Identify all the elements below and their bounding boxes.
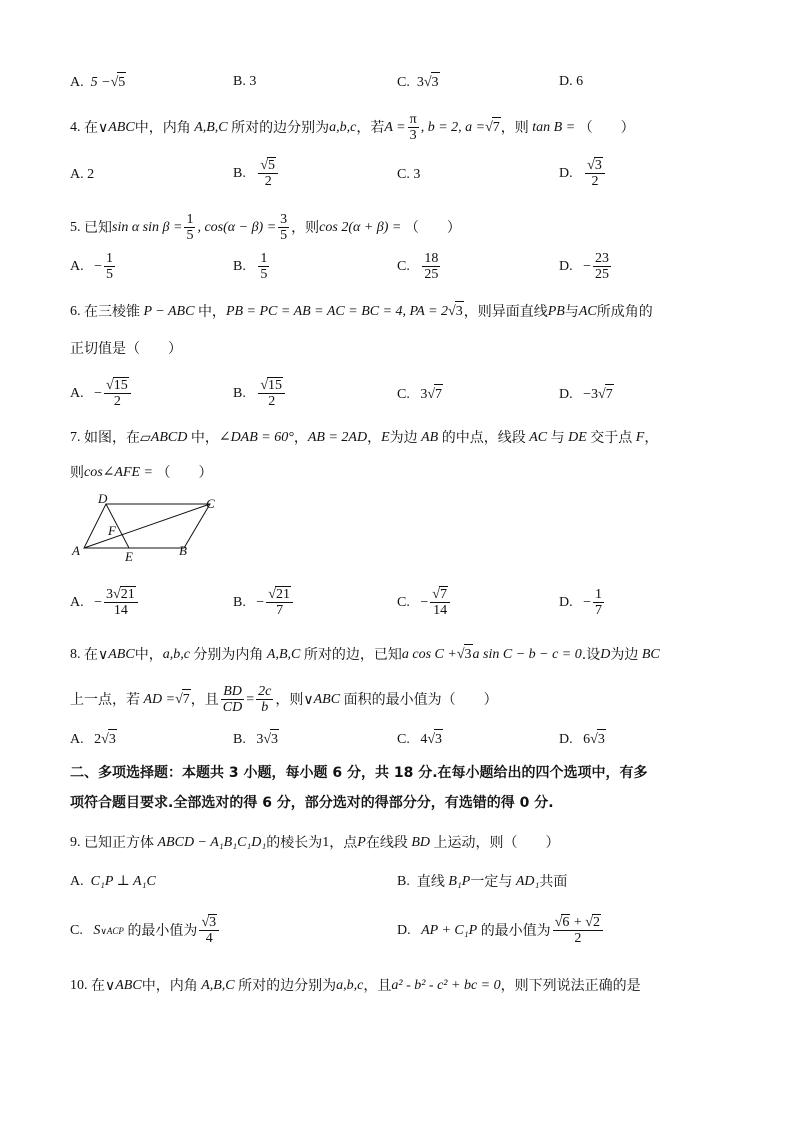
numerator: √3 bbox=[585, 158, 605, 174]
question-text: 交于点 bbox=[590, 430, 633, 446]
question-number: 9. bbox=[70, 835, 81, 850]
math: S bbox=[93, 922, 101, 938]
option-value: 3 bbox=[420, 386, 428, 402]
denominator: CD bbox=[222, 700, 243, 715]
question-number: 5. bbox=[70, 219, 81, 235]
option-label: D. bbox=[559, 258, 573, 274]
question-text: 的中点，线段 bbox=[441, 430, 526, 446]
math: = bbox=[246, 691, 255, 707]
fraction bbox=[258, 378, 285, 409]
math: AD = bbox=[143, 691, 176, 707]
question-text: 为边 bbox=[610, 646, 639, 663]
section-2-heading-line-2: 项符合题目要求.全部选对的得 6 分，部分选对的得部分分，有选错的得 0 分. bbox=[70, 795, 554, 811]
option-label: D. bbox=[559, 731, 573, 747]
fraction bbox=[553, 915, 603, 946]
option-value: 3 bbox=[416, 74, 424, 90]
question-text: 面积的最小值为（ ） bbox=[343, 691, 498, 708]
math: A,B,C bbox=[201, 978, 235, 993]
numerator: 3 bbox=[280, 212, 288, 227]
question-4 bbox=[70, 112, 635, 143]
q8-option-d: D. 6 √ 3 bbox=[559, 729, 606, 750]
label-b: B bbox=[179, 543, 187, 558]
q9-option-b bbox=[397, 872, 567, 892]
denominator: 5 bbox=[106, 267, 114, 282]
question-text: 已知正方体 bbox=[84, 835, 154, 851]
question-8-line-2 bbox=[70, 684, 498, 715]
question-5 bbox=[70, 212, 461, 243]
question-10 bbox=[70, 976, 641, 996]
question-8 bbox=[70, 644, 660, 665]
numerator: π bbox=[409, 112, 417, 127]
question-text: .设 bbox=[581, 646, 601, 663]
question-text: ，则∨ bbox=[275, 691, 314, 708]
math: ABC bbox=[313, 691, 341, 707]
sqrt-sign: √ bbox=[456, 646, 465, 662]
sqrt-sign: √ bbox=[448, 303, 456, 319]
fraction bbox=[266, 587, 293, 618]
numerator: √6 + √2 bbox=[553, 915, 603, 931]
option-value: 2 bbox=[94, 731, 102, 747]
q5-option-d: D. − $\frac{23}{25}$ bbox=[559, 251, 610, 282]
math: P − ABC bbox=[143, 303, 195, 319]
option-label: A. bbox=[70, 594, 84, 610]
math: PB = PC = AB = AC = BC = 4, PA = 2 bbox=[225, 303, 449, 319]
q6-option-c: C. 3 √ 7 bbox=[397, 384, 443, 405]
math: A,B,C bbox=[194, 119, 228, 135]
q8-option-a: A. 2 √ 3 bbox=[70, 729, 117, 750]
label-a: A bbox=[72, 543, 80, 558]
option-label: B. bbox=[233, 731, 246, 747]
question-text: 在∨ bbox=[84, 119, 109, 136]
option-label: B. bbox=[397, 874, 410, 889]
q4-option-b bbox=[233, 158, 280, 189]
numerator: √15 bbox=[104, 378, 131, 394]
option-value: 5 − bbox=[90, 74, 111, 90]
option-value: C. 3 bbox=[397, 167, 421, 182]
math: a sin C − b − c = 0 bbox=[472, 646, 582, 662]
fraction bbox=[278, 212, 289, 243]
fraction bbox=[408, 112, 419, 143]
question-text: 中， bbox=[197, 303, 226, 320]
option-value: −3 bbox=[583, 386, 599, 402]
question-text: 则 bbox=[70, 465, 84, 481]
sqrt-radicand: 3 bbox=[597, 729, 606, 750]
denominator: 2 bbox=[574, 931, 582, 946]
math: E bbox=[381, 430, 390, 445]
fraction bbox=[258, 251, 269, 282]
question-text: 在三棱锥 bbox=[84, 303, 140, 320]
option-label: A. bbox=[70, 258, 84, 274]
math: BC bbox=[641, 646, 660, 662]
label-d: D bbox=[98, 492, 108, 506]
q5-option-a: A. − $\frac{1}{5}$ bbox=[70, 251, 114, 282]
q4-option-c bbox=[397, 165, 420, 185]
math: a cos C + bbox=[401, 646, 457, 662]
sqrt-sign: √ bbox=[110, 74, 119, 90]
math: a² - b² - c² + bc = 0 bbox=[391, 978, 501, 993]
numerator: 23 bbox=[595, 251, 610, 266]
q8-option-b: B. 3 √ 3 bbox=[233, 729, 279, 750]
q9-option-a bbox=[70, 872, 156, 892]
question-text: 上运动，则（ ） bbox=[433, 835, 560, 851]
question-text: 所成角的 bbox=[596, 303, 653, 320]
denominator: 2 bbox=[264, 174, 272, 189]
math: ∠DAB = 60° bbox=[218, 430, 294, 445]
numerator: √21 bbox=[266, 587, 293, 603]
math: ABC bbox=[108, 646, 135, 662]
option-label: A. bbox=[70, 874, 84, 889]
fraction bbox=[258, 158, 278, 189]
q8-option-c: C. 4 √ 3 bbox=[397, 729, 443, 750]
sqrt-radicand: 7 bbox=[182, 689, 191, 710]
math: tan B = bbox=[532, 119, 576, 135]
math: AB = 2AD bbox=[307, 430, 368, 445]
option-label: B. bbox=[233, 165, 246, 181]
option-label: A. bbox=[70, 385, 84, 401]
question-text: ，若 bbox=[356, 119, 385, 136]
option-label: C. bbox=[397, 386, 410, 402]
q7-option-b: B. − $\frac{√21}{7}$ bbox=[233, 587, 295, 618]
question-text: 分别为内角 bbox=[193, 646, 264, 663]
question-text: 在线段 bbox=[365, 835, 408, 851]
math: AC bbox=[529, 430, 548, 445]
question-number: 10. bbox=[70, 978, 88, 993]
option-label: C. bbox=[397, 74, 410, 90]
option-label: D. bbox=[397, 922, 411, 938]
q6-option-b bbox=[233, 378, 287, 409]
question-number: 8. bbox=[70, 646, 81, 662]
question-7 bbox=[70, 428, 658, 448]
fraction bbox=[430, 587, 450, 618]
answer-paren: （ ） bbox=[578, 119, 635, 136]
option-text: 共面 bbox=[539, 874, 568, 890]
sqrt-radicand: 3 bbox=[455, 301, 464, 322]
question-text: ， bbox=[644, 430, 659, 446]
sqrt-radicand: 21 bbox=[275, 587, 290, 602]
option-value: 6 bbox=[583, 731, 591, 747]
q6-option-a: A. − $\frac{√15}{2}$ bbox=[70, 378, 133, 409]
math: P bbox=[357, 835, 366, 850]
fraction bbox=[104, 251, 115, 282]
sqrt-radicand: 3 bbox=[434, 729, 443, 750]
option-label: B. bbox=[233, 385, 246, 401]
question-text: ，则异面直线 bbox=[463, 303, 548, 320]
question-text: ，则 bbox=[291, 219, 320, 236]
option-value: 4 bbox=[420, 731, 428, 747]
parallelogram-figure bbox=[68, 492, 228, 564]
question-text: 为边 bbox=[389, 430, 418, 446]
denominator: 2 bbox=[113, 394, 121, 409]
option-value: A. 2 bbox=[70, 167, 95, 182]
sqrt-sign: √ bbox=[423, 74, 432, 90]
sqrt-radicand: 7 bbox=[434, 384, 443, 405]
question-9 bbox=[70, 833, 560, 853]
question-number: 7. bbox=[70, 430, 81, 445]
math: ABC bbox=[108, 119, 135, 135]
sqrt-radicand: 7 bbox=[605, 384, 614, 405]
sqrt-radicand: 3 bbox=[431, 72, 440, 93]
question-text: 中， bbox=[190, 430, 219, 446]
math: sin α sin β = bbox=[112, 219, 183, 235]
q3-option-d bbox=[559, 72, 583, 92]
math: + bbox=[570, 915, 586, 930]
option-label: C. bbox=[70, 922, 83, 938]
math: , b = 2, a = bbox=[420, 119, 486, 135]
question-number: 4. bbox=[70, 119, 81, 135]
option-label: A. bbox=[70, 74, 84, 90]
fraction bbox=[199, 915, 219, 946]
denominator: 14 bbox=[113, 603, 128, 618]
denominator: 4 bbox=[205, 931, 213, 946]
q6-option-d: D. −3 √ 7 bbox=[559, 384, 614, 405]
math: cos 2(α + β) = bbox=[319, 219, 402, 235]
question-text: 中，内角 bbox=[141, 978, 198, 994]
fraction bbox=[221, 684, 244, 715]
denominator: 25 bbox=[424, 267, 439, 282]
fraction bbox=[593, 587, 604, 618]
denominator: 5 bbox=[186, 228, 194, 243]
option-label: D. bbox=[559, 594, 573, 610]
option-text: 的最小值为 bbox=[480, 922, 551, 939]
question-text: ，点 bbox=[329, 835, 358, 851]
q7-option-d: D. − $\frac{1}{7}$ bbox=[559, 587, 603, 618]
fraction bbox=[256, 684, 273, 715]
question-text: ，且 bbox=[363, 978, 392, 994]
math-subscript: ∨ACP bbox=[100, 925, 124, 936]
math: AB bbox=[421, 430, 439, 445]
numerator: BD bbox=[223, 684, 242, 699]
question-text: 所对的边分别为 bbox=[238, 978, 337, 994]
denominator: b bbox=[261, 700, 269, 715]
sqrt-radicand: 7 bbox=[439, 587, 447, 602]
fraction bbox=[593, 251, 611, 282]
denominator: 5 bbox=[280, 228, 288, 243]
question-text: 中， bbox=[134, 646, 163, 663]
numerator: 18 bbox=[424, 251, 439, 266]
sqrt-radicand: 7 bbox=[492, 117, 501, 138]
answer-paren: （ ） bbox=[404, 219, 461, 236]
sqrt-radicand: 3 bbox=[464, 644, 473, 665]
math: , cos(α − β) = bbox=[197, 219, 277, 235]
denominator: 7 bbox=[276, 603, 284, 618]
numerator: √15 bbox=[258, 378, 285, 394]
label-f: F bbox=[108, 523, 116, 538]
question-text: ，则 bbox=[500, 119, 529, 136]
sqrt-radicand: 6 bbox=[562, 915, 570, 930]
question-6 bbox=[70, 301, 653, 322]
math: a,b,c bbox=[162, 646, 190, 662]
q3-option-b bbox=[233, 72, 256, 92]
q7-option-a: A. − $\frac{3√21}{14}$ bbox=[70, 587, 140, 618]
numerator: √5 bbox=[258, 158, 278, 174]
option-text: 的最小值为 bbox=[127, 922, 198, 939]
math: 1 bbox=[322, 835, 330, 850]
numerator: 1 bbox=[595, 587, 603, 602]
q5-option-b bbox=[233, 251, 271, 282]
math: D bbox=[600, 646, 611, 662]
sqrt-sign: √ bbox=[175, 691, 183, 707]
sqrt-radicand: 15 bbox=[113, 378, 128, 393]
fraction bbox=[422, 251, 440, 282]
math: ABC bbox=[115, 978, 142, 993]
numerator: 1 bbox=[260, 251, 268, 266]
fraction bbox=[104, 587, 138, 618]
question-text: 与 bbox=[564, 303, 579, 320]
math: ABCD bbox=[150, 430, 188, 445]
fraction bbox=[184, 212, 195, 243]
denominator: 5 bbox=[260, 267, 268, 282]
question-text: 的棱长为 bbox=[266, 835, 323, 851]
option-label: C. bbox=[397, 594, 410, 610]
coefficient: 3 bbox=[106, 587, 114, 602]
question-7-line-2 bbox=[70, 463, 213, 483]
numerator: √3 bbox=[199, 915, 219, 931]
math: a,b,c bbox=[336, 978, 364, 993]
sqrt-radicand: 3 bbox=[594, 158, 602, 173]
question-text: 与 bbox=[550, 430, 565, 446]
sqrt-radicand: 3 bbox=[108, 729, 117, 750]
math: AC bbox=[578, 303, 597, 319]
question-text: ， bbox=[367, 430, 382, 446]
sqrt-radicand: 15 bbox=[268, 378, 283, 393]
fraction bbox=[585, 158, 605, 189]
option-label: C. bbox=[397, 731, 410, 747]
question-text: 中，内角 bbox=[134, 119, 191, 136]
question-number: 6. bbox=[70, 303, 81, 319]
option-value: 3 bbox=[256, 731, 264, 747]
math: DE bbox=[568, 430, 587, 445]
sqrt-radicand: 2 bbox=[592, 915, 600, 930]
q4-option-a bbox=[70, 165, 94, 185]
math: cos∠AFE = bbox=[84, 465, 153, 480]
option-text: 一定与 bbox=[470, 874, 513, 890]
math: AP + C₁P bbox=[421, 922, 478, 938]
label-c: C bbox=[206, 496, 215, 511]
q4-option-d bbox=[559, 158, 607, 189]
option-value: D. 6 bbox=[559, 74, 584, 89]
sqrt-radicand: 5 bbox=[117, 72, 126, 93]
option-label: C. bbox=[397, 258, 410, 274]
q7-option-c: C. − $\frac{√7}{14}$ bbox=[397, 587, 452, 618]
sqrt-radicand: 21 bbox=[120, 587, 135, 602]
denominator: 3 bbox=[409, 128, 417, 143]
option-label: A. bbox=[70, 731, 84, 747]
denominator: 2 bbox=[268, 394, 276, 409]
numerator: 3√21 bbox=[104, 587, 138, 603]
math: PB bbox=[547, 303, 565, 319]
numerator: 1 bbox=[186, 212, 194, 227]
option-label: D. bbox=[559, 165, 573, 181]
sqrt-radicand: 3 bbox=[270, 729, 279, 750]
denominator: 14 bbox=[433, 603, 448, 618]
fraction bbox=[104, 378, 131, 409]
option-label: B. bbox=[233, 594, 246, 610]
section-2-heading-line-1: 二、多项选择题：本题共 3 小题，每小题 6 分，共 18 分.在每小题给出的四个选项中，有多 bbox=[70, 765, 648, 781]
sqrt-radicand: 5 bbox=[268, 158, 276, 173]
sqrt-radicand: 3 bbox=[209, 915, 217, 930]
q5-option-c bbox=[397, 251, 442, 282]
denominator: 7 bbox=[595, 603, 603, 618]
sqrt-sign: √ bbox=[485, 119, 493, 135]
math: A,B,C bbox=[266, 646, 301, 662]
math: AD₁ bbox=[515, 874, 540, 889]
question-text: 所对的边，已知 bbox=[303, 646, 402, 663]
question-6-line-2: 正切值是（ ） bbox=[70, 341, 182, 357]
question-text: ，则下列说法正确的是 bbox=[500, 978, 641, 994]
numerator: 2c bbox=[258, 684, 272, 699]
math: B₁P bbox=[448, 874, 471, 889]
question-text: 如图，在▱ bbox=[84, 430, 151, 446]
math: BD bbox=[411, 835, 431, 850]
option-value: B. 3 bbox=[233, 74, 257, 89]
numerator: 1 bbox=[106, 251, 114, 266]
question-text: ，且 bbox=[190, 691, 219, 708]
option-label: D. bbox=[559, 386, 573, 402]
q9-option-c bbox=[70, 915, 221, 946]
math: ABCD − A₁B₁C₁D₁ bbox=[157, 835, 267, 850]
q3-option-a bbox=[70, 72, 126, 93]
denominator: 25 bbox=[595, 267, 610, 282]
question-text: 上一点，若 bbox=[70, 691, 140, 708]
question-text: 所对的边分别为 bbox=[231, 119, 330, 136]
option-text: 直线 bbox=[416, 874, 445, 890]
q9-option-d bbox=[397, 915, 605, 946]
math: A = bbox=[384, 119, 406, 135]
question-text: 在∨ bbox=[91, 978, 116, 994]
option-label: B. bbox=[233, 258, 246, 274]
math: a,b,c bbox=[329, 119, 357, 135]
question-text: 已知 bbox=[84, 219, 112, 236]
numerator: √7 bbox=[430, 587, 450, 603]
denominator: 2 bbox=[591, 174, 599, 189]
label-e: E bbox=[125, 549, 133, 564]
q3-option-c bbox=[397, 72, 440, 93]
math: C₁P ⊥ A₁C bbox=[90, 874, 156, 889]
math: F bbox=[635, 430, 645, 445]
question-text: 在∨ bbox=[84, 646, 109, 663]
question-text: ， bbox=[293, 430, 308, 446]
answer-paren: （ ） bbox=[156, 465, 213, 481]
